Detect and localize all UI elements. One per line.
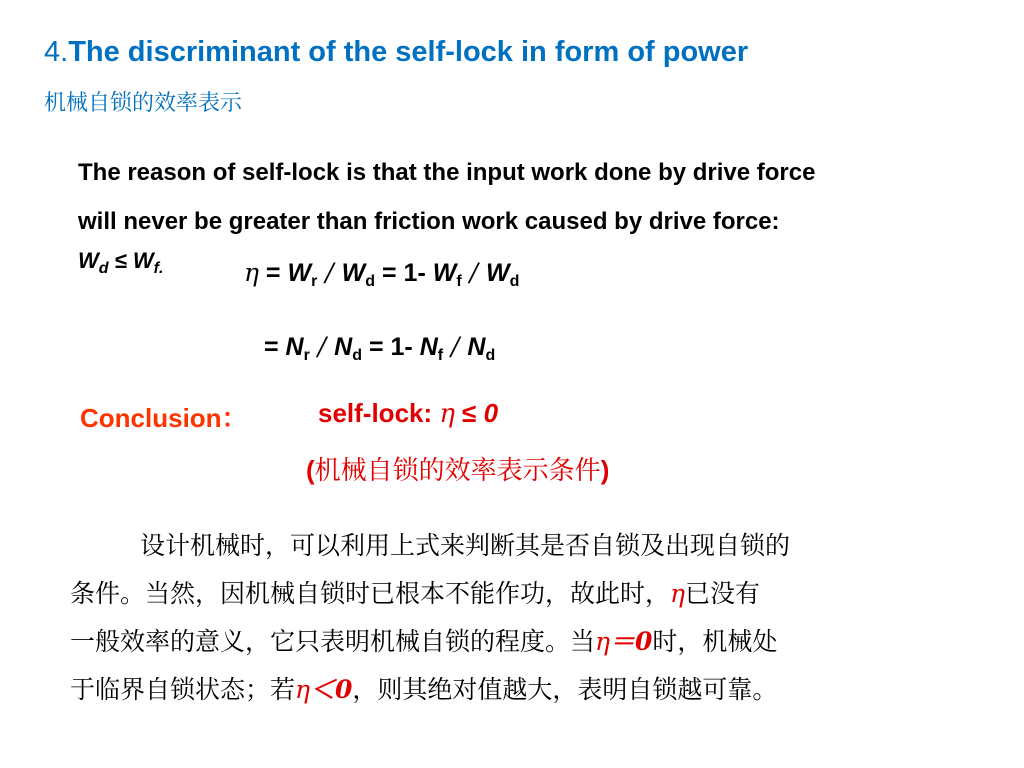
close-paren: ) bbox=[600, 455, 610, 485]
eta-symbol: η bbox=[595, 627, 610, 656]
subscript-d: d bbox=[485, 347, 496, 364]
n-symbol: N bbox=[467, 333, 486, 361]
w-symbol: W bbox=[287, 259, 312, 287]
eta-symbol: η bbox=[244, 258, 259, 287]
slide-subtitle: 机械自锁的效率表示 bbox=[44, 91, 243, 116]
less-than-zero: ＜0 bbox=[310, 675, 353, 704]
paragraph-text: 时，机械处 bbox=[652, 627, 778, 656]
paragraph-text: 已没有 bbox=[685, 579, 761, 608]
relation-sub-d: d bbox=[98, 260, 109, 277]
eta-symbol: η bbox=[439, 399, 455, 429]
divide-sign: / bbox=[317, 258, 342, 287]
paragraph-line-4 bbox=[70, 666, 970, 714]
equals-sign: = bbox=[258, 259, 288, 287]
reason-line-2: will never be greater than friction work caused by drive force: bbox=[78, 208, 780, 235]
n-symbol: N bbox=[334, 333, 353, 361]
efficiency-equation-work bbox=[244, 258, 519, 288]
subscript-f: f bbox=[437, 347, 444, 364]
w-symbol: W bbox=[432, 259, 457, 287]
w-symbol: W bbox=[341, 259, 366, 287]
leq-sign: ≤ bbox=[454, 398, 484, 428]
paragraph-line-1: 设计机械时，可以利用上式来判断其是否自锁及出现自锁的 bbox=[140, 531, 791, 560]
explanation-paragraph bbox=[70, 522, 970, 714]
eta-symbol: η bbox=[670, 579, 685, 608]
self-lock-label: self-lock: bbox=[318, 398, 440, 428]
paragraph-line-3 bbox=[70, 618, 970, 666]
title-text: The discriminant of the self-lock in form of power bbox=[68, 36, 749, 68]
equals-one-minus: = 1- bbox=[362, 333, 420, 361]
condition-caption bbox=[306, 450, 609, 487]
equals-sign: = bbox=[264, 333, 286, 361]
divide-sign: / bbox=[309, 332, 335, 361]
title-number: 4. bbox=[44, 36, 69, 68]
relation-sub-f: f. bbox=[153, 260, 164, 277]
reason-paragraph bbox=[78, 148, 978, 246]
subscript-d: d bbox=[365, 273, 376, 290]
slide-title bbox=[44, 36, 748, 69]
conclusion-label: Conclusion： bbox=[80, 403, 248, 433]
paragraph-text: 一般效率的意义，它只表明机械自锁的程度。当 bbox=[70, 627, 596, 656]
subscript-f: f bbox=[456, 273, 462, 290]
eta-symbol: η bbox=[295, 675, 310, 704]
n-symbol: N bbox=[285, 333, 304, 361]
zero-value: 0 bbox=[483, 398, 499, 428]
paragraph-text: 于临界自锁状态；若 bbox=[70, 675, 296, 704]
w-symbol: W bbox=[485, 259, 510, 287]
relation-w-f: W bbox=[132, 248, 154, 273]
self-lock-condition bbox=[318, 398, 498, 429]
paragraph-line-2 bbox=[70, 570, 970, 618]
divide-sign: / bbox=[461, 258, 486, 287]
equals-one-minus: = 1- bbox=[375, 259, 433, 287]
efficiency-equation-power bbox=[264, 332, 495, 362]
reason-line-1: The reason of self-lock is that the input work done by drive force bbox=[78, 159, 816, 186]
condition-text: 机械自锁的效率表示条件 bbox=[314, 456, 601, 486]
equals-zero: ＝0 bbox=[610, 627, 653, 656]
paragraph-text: ，则其绝对值越大，表明自锁越可靠。 bbox=[352, 675, 778, 704]
subscript-d: d bbox=[352, 347, 363, 364]
paragraph-text: 条件。当然，因机械自锁时已根本不能作功，故此时， bbox=[70, 579, 671, 608]
divide-sign: / bbox=[443, 332, 468, 361]
open-paren: ( bbox=[306, 455, 315, 485]
relation-leq: ≤ bbox=[114, 248, 127, 273]
n-symbol: N bbox=[419, 333, 438, 361]
work-relation bbox=[78, 248, 164, 277]
subscript-r: r bbox=[303, 347, 310, 364]
subscript-d: d bbox=[509, 273, 520, 290]
subscript-r: r bbox=[311, 273, 318, 290]
relation-w-d: W bbox=[78, 248, 99, 273]
